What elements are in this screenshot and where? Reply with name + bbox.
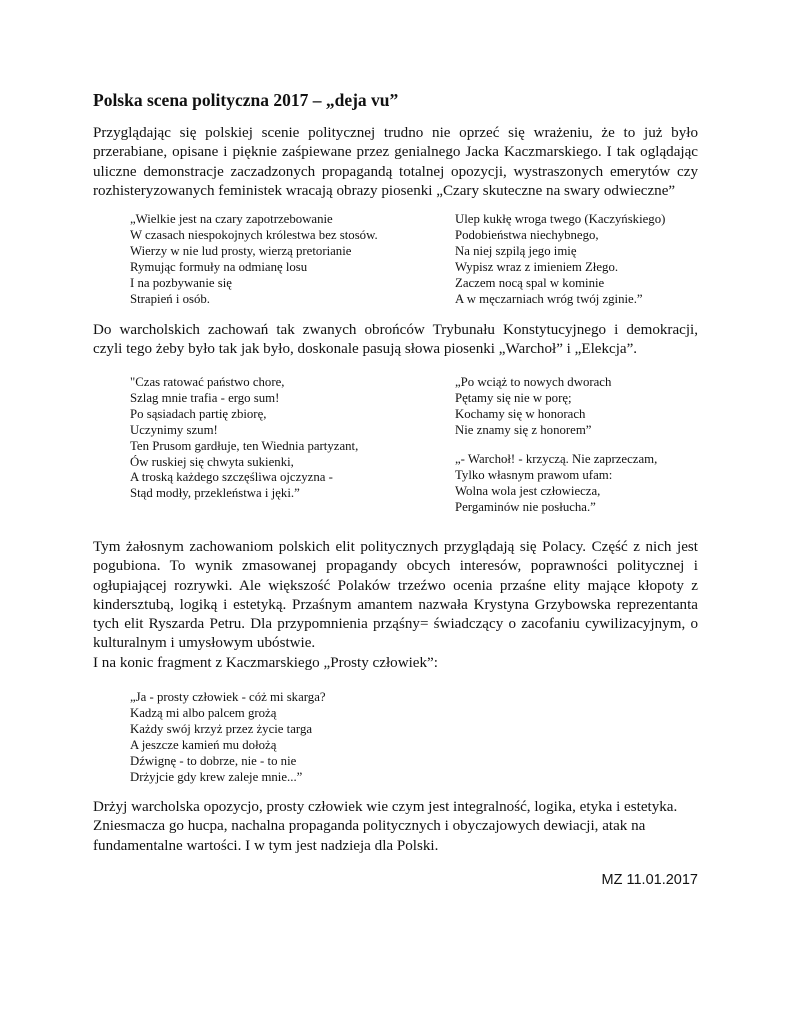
text-line: kindersztubą, logiką i estetyką. Przaśnym amantem nazwała Krystyna Grzybowska reprezentanta [93, 596, 698, 613]
verse-line: Drżyjcie gdy krew zaleje mnie...” [130, 769, 303, 784]
poem-czary-right [455, 212, 665, 307]
verse-line: Ulep kukłę wroga twego (Kaczyńskiego) [455, 212, 666, 226]
verse-line: Wypisz wraz z imieniem Złego. [455, 259, 619, 274]
text-line: tych elit Ryszarda Petru. Dla przypomnienia prząśny= świadczący o zacofaniu cywilizacyjnym, o [93, 616, 698, 633]
verse-line: A troską każdego szczęśliwa ojczyzna - [130, 470, 333, 485]
text-line: fundamentalne wartości. I w tym jest nadzieja dla Polski. [93, 837, 439, 854]
signature-date: MZ 11.01.2017 [601, 872, 698, 888]
verse-line: Uczynimy szum! [130, 422, 218, 437]
text-line: I na konic fragment z Kaczmarskiego „Prosty człowiek”: [93, 654, 438, 671]
verse-line: Rymując formuły na odmianę losu [130, 259, 308, 274]
verse-line: Zaczem nocą spal w kominie [455, 275, 605, 290]
verse-line: Wierzy w nie lud prosty, wierzą pretorianie [130, 243, 352, 258]
text-line: przerabiane, opisane i pięknie zaśpiewane przez genialnego Jacka Kaczmarskiego. I tak oglądając [93, 144, 698, 161]
verse-line: "Czas ratować państwo chore, [130, 375, 285, 389]
verse-line: Ten Prusom gardłuje, ten Wiednia partyzant, [130, 438, 359, 453]
verse-line: Dźwignę - to dobrze, nie - to nie [130, 753, 297, 768]
verse-line: Strapień i osób. [130, 291, 210, 306]
intro-paragraph [93, 124, 698, 201]
verse-line: Stąd modły, przekleństwa i jęki.” [130, 486, 300, 501]
verse-line: Podobieństwa niechybnego, [455, 227, 599, 242]
text-line: Przyglądając się polskiej scenie politycznej trudno nie oprzeć się wrażeniu, że to już było [93, 125, 698, 141]
text-line: pogubiona. To wynik zmasowanej propagandy obcych interesów, poprawności politycznej i [93, 558, 698, 575]
text-line: Zniesmacza go hucpa, nachalna propaganda politycznych i obyczajowych dewiacji, atak na [93, 818, 646, 835]
verse-line: Kadzą mi albo palcem grożą [130, 705, 277, 720]
verse-line: W czasach niespokojnych królestwa bez stosów. [130, 227, 378, 242]
verse-line: A jeszcze kamień mu dołożą [130, 737, 277, 752]
text-line: Do warcholskich zachowań tak zwanych obrońców Trybunału Konstytucyjnego i demokracji, [93, 322, 698, 338]
verse-line: Szlag mnie trafia - ergo sum! [130, 390, 280, 405]
text-line: kulturalnym i umysłowym ubóstwie. [93, 635, 316, 652]
verse-line: „Po wciąż to nowych dworach [455, 375, 612, 389]
verse-line: Tylko własnym prawom ufam: [455, 467, 613, 482]
verse-line: Pętamy się nie w porę; [455, 390, 572, 405]
paragraph-polacy [93, 538, 698, 673]
text-line: Drżyj warcholska opozycjo, prosty człowiek wie czym jest integralność, logika, etyka i estetyka. [93, 799, 678, 815]
closing-paragraph [93, 798, 698, 856]
text-line: uliczne demonstracje zaczadzonych propagandą totalnej opozycji, wystraszonych emerytów czy [93, 163, 698, 180]
text-line: czyli tego żeby było tak jak było, doskonale pasują słowa piosenki „Warchoł” i „Elekcja”. [93, 341, 638, 358]
verse-line: A w męczarniach wróg twój zginie.” [455, 291, 643, 306]
poem-warchol-left [130, 375, 358, 502]
verse-line: „Ja - prosty człowiek - cóż mi skarga? [130, 690, 326, 704]
verse-line: Pergaminów nie posłucha.” [455, 499, 596, 514]
text-line: rozhisteryzowanych feministek wracają obrazy piosenki „Czary skuteczne na swary odwieczne” [93, 182, 676, 199]
verse-line: Po sąsiadach partię zbiorę, [130, 406, 267, 421]
verse-line: I na pozbywanie się [130, 275, 232, 290]
document-title: Polska scena polityczna 2017 – „deja vu” [93, 90, 399, 110]
verse-line: Nie znamy się z honorem” [455, 422, 592, 437]
poem-czary-left [130, 212, 378, 307]
verse-line: Wolna wola jest człowiecza, [455, 483, 601, 498]
poem-prosty-czlowiek [130, 690, 326, 785]
verse-line: „- Warchoł! - krzyczą. Nie zaprzeczam, [455, 452, 658, 466]
text-line: Tym żałosnym zachowaniom polskich elit politycznych przyglądają się Polacy. Część z nich jest [93, 539, 698, 555]
text-line: ogłupiającej rozrywki. Ale większość Polaków trzeźwo ocenia przaśne elity mające kłopoty z [93, 577, 698, 594]
poem-warchol-right [455, 452, 657, 516]
verse-line: Na niej szpilą jego imię [455, 243, 577, 258]
paragraph-warchol [93, 321, 698, 360]
verse-line: Ów ruskiej się chwyta sukienki, [130, 454, 294, 469]
verse-line: Każdy swój krzyż przez życie targa [130, 721, 313, 736]
verse-line: „Wielkie jest na czary zapotrzebowanie [130, 212, 333, 226]
poem-elekcja-right [455, 375, 611, 439]
verse-line: Kochamy się w honorach [455, 406, 586, 421]
